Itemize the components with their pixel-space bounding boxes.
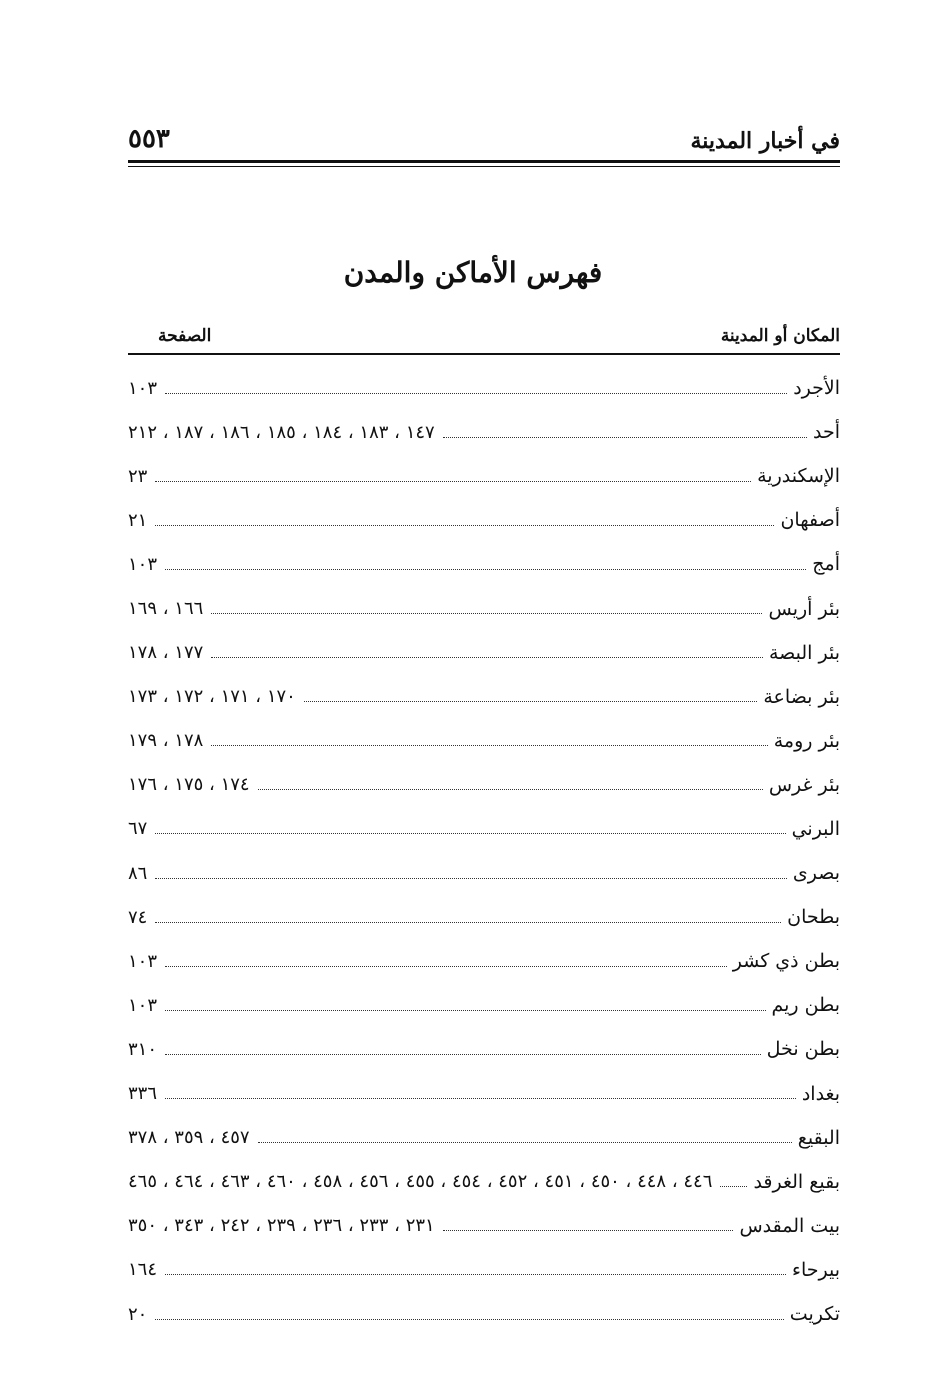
dot-leader — [211, 657, 763, 658]
dot-leader — [443, 1230, 734, 1231]
entry-place: بئر البصة — [768, 641, 840, 664]
header-rule-thin — [128, 166, 840, 167]
dot-leader — [155, 878, 787, 879]
entry-place: بطن ريم — [771, 994, 840, 1017]
entry-place: بطن ذي كشر — [732, 950, 840, 973]
entry-place: بقيع الغرقد — [753, 1170, 840, 1193]
index-entry — [128, 939, 840, 983]
dot-leader — [155, 481, 751, 482]
entry-pages: ١٧٤ ، ١٧٥ ، ١٧٦ — [128, 774, 250, 796]
index-entry — [128, 763, 840, 807]
entry-place: بئر رومة — [773, 729, 840, 752]
entry-place: بيت المقدس — [739, 1214, 840, 1237]
dot-leader — [165, 393, 787, 394]
index-entries — [128, 366, 840, 1336]
entry-pages: ١٧٨ ، ١٧٩ — [128, 730, 204, 752]
entry-pages: ١٠٣ — [128, 950, 158, 972]
page-number: ٥٥٣ — [128, 124, 170, 154]
index-entry — [128, 498, 840, 542]
dot-leader — [155, 922, 781, 923]
dot-leader — [155, 1319, 783, 1320]
entry-place: أصفهان — [780, 509, 840, 532]
index-entry — [128, 1072, 840, 1116]
book-title: في أخبار المدينة — [690, 128, 840, 154]
index-entry — [128, 1160, 840, 1204]
dot-leader — [258, 789, 763, 790]
entry-pages: ٢٣ — [128, 465, 148, 487]
entry-pages: ٣١٠ — [128, 1038, 158, 1060]
dot-leader — [165, 1098, 796, 1099]
index-entry — [128, 983, 840, 1027]
index-title: فهرس الأماكن والمدن — [343, 256, 603, 289]
entry-place: أمج — [812, 553, 840, 576]
entry-pages: ١٠٣ — [128, 553, 158, 575]
index-entry — [128, 807, 840, 851]
dot-leader — [155, 525, 774, 526]
entry-pages: ٢٣١ ، ٢٣٣ ، ٢٣٦ ، ٢٣٩ ، ٢٤٢ ، ٣٤٣ ، ٣٥٠ — [128, 1215, 435, 1237]
index-entry — [128, 675, 840, 719]
entry-pages: ٧٤ — [128, 906, 148, 928]
entry-place: بصرى — [792, 862, 840, 885]
entry-place: بغداد — [801, 1082, 840, 1105]
index-entry — [128, 454, 840, 498]
entry-place: الإسكندرية — [757, 465, 840, 488]
dot-leader — [304, 701, 758, 702]
dot-leader — [155, 833, 785, 834]
dot-leader — [258, 1142, 792, 1143]
entry-pages: ٤٤٦ ، ٤٤٨ ، ٤٥٠ ، ٤٥١ ، ٤٥٢ ، ٤٥٤ ، ٤٥٥ ، ٤٥٦ ، ٤٥٨ ، ٤٦٠ ، ٤٦٣ ، ٤٦٤ ، ٤٦٥ — [128, 1171, 713, 1193]
entry-place: بطحان — [787, 906, 840, 929]
entry-place: بئر غرس — [768, 773, 840, 796]
dot-leader — [720, 1186, 747, 1187]
index-entry — [128, 719, 840, 763]
entry-place: أحد — [813, 421, 840, 444]
index-entry — [128, 851, 840, 895]
header-rule-thick — [128, 160, 840, 163]
index-entry — [128, 410, 840, 454]
entry-place: بطن نخل — [766, 1038, 840, 1061]
index-entry — [128, 631, 840, 675]
entry-pages: ١٧٠ ، ١٧١ ، ١٧٢ ، ١٧٣ — [128, 686, 296, 708]
dot-leader — [165, 966, 727, 967]
entry-pages: ١٤٧ ، ١٨٣ ، ١٨٤ ، ١٨٥ ، ١٨٦ ، ١٨٧ ، ٢١٢ — [128, 421, 435, 443]
entry-place: بئر بضاعة — [763, 685, 840, 708]
entry-place: البقيع — [797, 1126, 840, 1149]
dot-leader — [165, 569, 806, 570]
entry-place: الأجرد — [793, 377, 840, 400]
dot-leader — [165, 1054, 761, 1055]
index-entry — [128, 1116, 840, 1160]
index-entry — [128, 366, 840, 410]
dot-leader — [211, 613, 762, 614]
entry-pages: ١٠٣ — [128, 994, 158, 1016]
entry-place: بيرحاء — [792, 1258, 840, 1281]
entry-pages: ٢٠ — [128, 1303, 148, 1325]
index-entry — [128, 1204, 840, 1248]
entry-pages: ١٧٧ ، ١٧٨ — [128, 642, 204, 664]
entry-pages: ٢١ — [128, 509, 148, 531]
index-entry — [128, 586, 840, 630]
index-entry — [128, 1248, 840, 1292]
column-header-pages: الصفحة — [158, 326, 212, 346]
index-entry — [128, 1027, 840, 1071]
dot-leader — [165, 1274, 786, 1275]
index-entry — [128, 542, 840, 586]
dot-leader — [443, 437, 807, 438]
running-header — [128, 118, 840, 166]
column-header-place: المكان أو المدينة — [720, 326, 840, 346]
entry-place: بئر أريس — [768, 597, 840, 620]
entry-pages: ١٦٤ — [128, 1259, 158, 1281]
column-header-rule — [128, 353, 840, 355]
dot-leader — [165, 1010, 765, 1011]
entry-place: البرني — [791, 817, 840, 840]
index-entry — [128, 895, 840, 939]
entry-pages: ١٦٦ ، ١٦٩ — [128, 598, 204, 620]
entry-pages: ٦٧ — [128, 818, 148, 840]
entry-pages: ٨٦ — [128, 862, 148, 884]
dot-leader — [211, 745, 767, 746]
index-entry — [128, 1292, 840, 1336]
entry-place: تكريت — [789, 1303, 840, 1326]
column-headers — [128, 326, 840, 352]
entry-pages: ١٠٣ — [128, 377, 158, 399]
entry-pages: ٣٣٦ — [128, 1083, 158, 1105]
entry-pages: ٤٥٧ ، ٣٥٩ ، ٣٧٨ — [128, 1127, 250, 1149]
